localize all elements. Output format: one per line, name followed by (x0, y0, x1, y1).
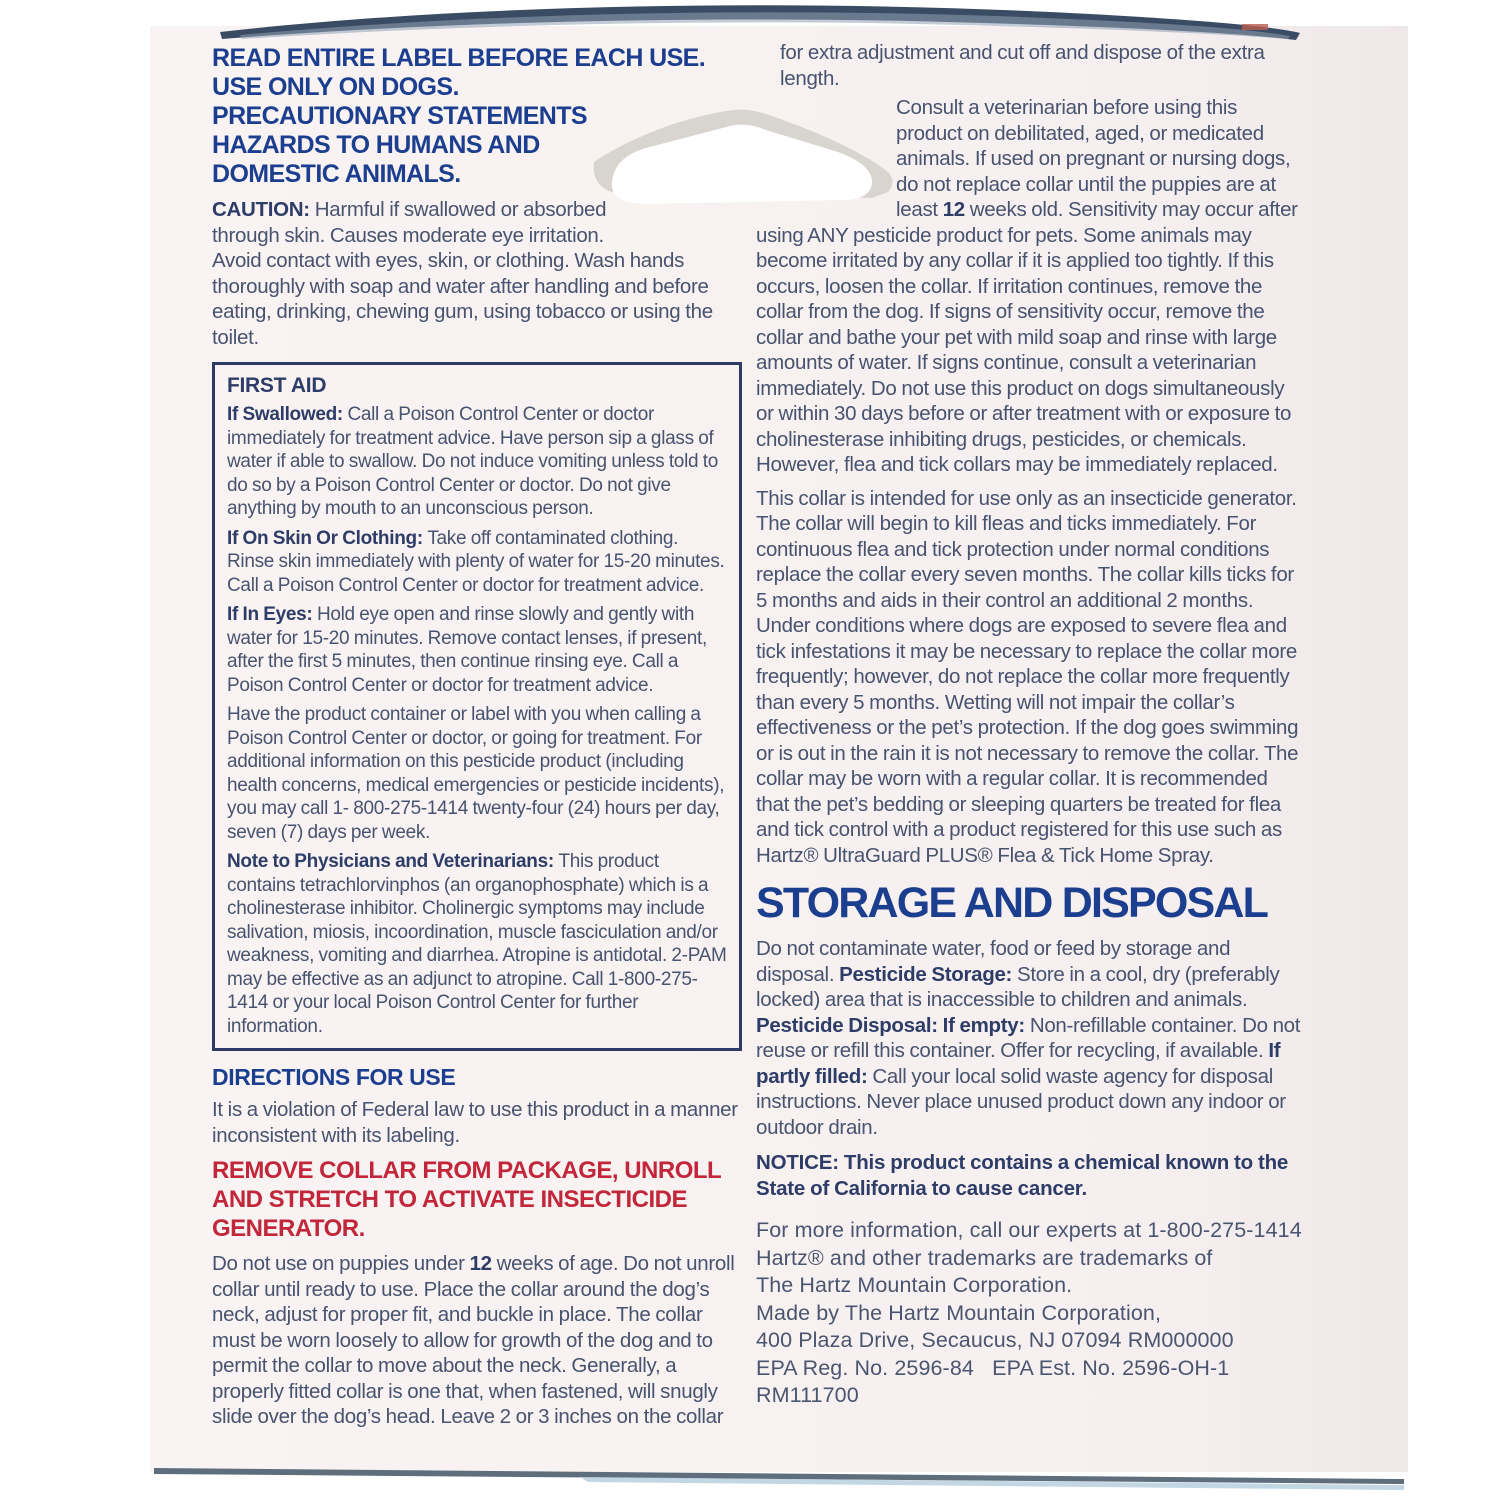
address-line: 400 Plaza Drive, Secaucus, NJ 07094 RM000000 (756, 1328, 1234, 1352)
headline-line: PRECAUTIONARY STATEMENTS (212, 102, 587, 130)
headline-line: USE ONLY ON DOGS. (212, 73, 459, 101)
trademark-line: Hartz® and other trademarks are trademarks of (756, 1245, 1213, 1270)
bold-text-segment: Pesticide Storage: (839, 962, 1017, 986)
text-segment: This collar is intended for use only as an insecticide generator. The collar will begin to kill fleas and ticks immediately. For continuous flea and tick protection under normal conditions replace the collar every seven months. The collar kills ticks for 5 months and aids in their control an additional 2 months. Under conditions where dogs are exposed to severe flea and tick infestations it may be necessary to replace the collar more frequently; however, do not replace the collar more frequently than every 5 months. Wetting will not impair the collar’s effectiveness or the pet’s protection. If the dog goes swimming or is out in the rain it is not necessary to remove the collar. The collar may be worn with a regular collar. It is recommended that the pet’s bedding or sleeping quarters be treated for flea and tick control with a product registered for this use such as Hartz® UltraGuard PLUS® Flea & Tick Home Spray. (756, 486, 1299, 867)
manufacturer-footer (756, 1217, 1302, 1410)
text-segment: Non-refillable container. Do not reuse or refill this container. Offer for recycling, if available. (756, 1013, 1301, 1062)
text-segment: Hold eye open and rinse slowly and gently with water for 15-20 minutes. Remove contact lenses, if present, after the first 5 minutes, then continue rinsing eye. Call a Poison Control Center or doctor for treatment advice. (227, 604, 707, 696)
left-column (212, 44, 742, 1430)
bold-text-segment: 12 (469, 1252, 492, 1275)
text-segment: Store in a cool, dry (preferably locked) area that is inaccessible to children and animals. (756, 962, 1280, 1011)
storage-disposal-paragraph (756, 936, 1302, 1140)
if-in-eyes-paragraph (227, 603, 727, 697)
storage-and-disposal-title: STORAGE AND DISPOSAL (756, 879, 1268, 927)
collar-usage-paragraph (756, 486, 1302, 869)
text-segment: Do not use on puppies under (212, 1252, 470, 1275)
if-swallowed-paragraph (227, 403, 727, 521)
headline-line: READ ENTIRE LABEL BEFORE EACH USE. (212, 44, 706, 72)
bold-text-segment: Note to Physicians and Veterinarians: (227, 851, 559, 872)
remove-collar-warning: REMOVE COLLAR FROM PACKAGE, UNROLL AND STRETCH TO ACTIVATE INSECTICIDE GENERATOR. (212, 1157, 721, 1242)
fitting-instructions-paragraph (212, 1251, 742, 1430)
bold-text-segment: NOTICE: This product contains a chemical known to the State of California to cause cancer. (756, 1151, 1289, 1200)
if-on-skin-paragraph (227, 527, 727, 598)
first-aid-title: FIRST AID (227, 374, 327, 397)
text-segment: weeks of age. Do not unroll collar until ready to use. Place the collar around the dog’s neck, adjust for proper fit, and buckle in place. The collar must be worn loosely to allow for growth of the dog and to permit the collar to move about the neck. Generally, a properly fitted collar is one that, when fastened, will snugly slide over the dog’s head. Leave 2 or 3 inches on the collar (212, 1252, 735, 1428)
trademark-line: The Hartz Mountain Corporation. (756, 1273, 1073, 1297)
note-to-physicians-paragraph (227, 850, 727, 1038)
text-segment: Have the product container or label with you when calling a Poison Control Center or doctor, or going for treatment. For additional information on this pesticide product (including health concerns, medical emergencies or pesticide incidents), you may call 1- 800-275-1414 twenty-four (24) hours per day, seven (7) days per week. (227, 704, 725, 843)
text-segment: It is a violation of Federal law to use this product in a manner inconsistent with its labeling. (212, 1098, 738, 1147)
directions-for-use-title: DIRECTIONS FOR USE (212, 1064, 456, 1090)
text-segment: weeks old. Sensitivity may occur after using ANY pesticide product for pets. Some animals may become irritated by any collar if it is applied too tightly. If this occurs, loosen the collar. If irritation continues, remove the collar from the dog. If signs of sensitivity occur, remove the collar and bathe your pet with mild soap and rinse with large amounts of water. If signs continue, consult a veterinarian immediately. Do not use this product on dogs simultaneously or within 30 days before or after treatment with or exposure to cholinesterase inhibiting drugs, pesticides, or chemicals. However, flea and tick collars may be immediately replaced. (756, 198, 1298, 476)
bold-text-segment: If partly filled: (756, 1039, 1281, 1088)
made-by-line: Made by The Hartz Mountain Corporation, (756, 1300, 1162, 1325)
caution-paragraph (212, 197, 742, 350)
bold-text-segment: CAUTION: (212, 198, 315, 221)
text-segment: This product contains tetrachlorvinphos (an organophosphate) which is a cholinesterase inhibitor. Cholinergic symptoms may include salivation, miosis, incoordination, muscle fasciculation and/or weakness, vomiting and diarrhea. Atropine is antidotal. 2-PAM may be effective as an adjunct to atropine. Call 1-800-275-1414 or your local Poison Control Center for further information. (227, 851, 727, 1037)
bold-text-segment: Pesticide Disposal: If empty: (756, 1013, 1030, 1037)
package-bottom-edge (150, 1462, 1408, 1496)
text-segment: Call a Poison Control Center or doctor immediately for treatment advice. Have person sip a glass of water if able to swallow. Do not induce vomiting unless told to do so by a Poison Control Center or doctor. Do not give anything by mouth to an unconscious person. (227, 404, 718, 519)
top-edge-red-accent (1242, 24, 1268, 30)
first-aid-box (212, 362, 742, 1051)
headline-line: HAZARDS TO HUMANS AND (212, 131, 540, 159)
right-column (756, 40, 1302, 1410)
epa-registration-line: EPA Reg. No. 2596-84 EPA Est. No. 2596-OH-1 (756, 1355, 1230, 1380)
headline-line: DOMESTIC ANIMALS. (212, 160, 461, 188)
text-segment: for extra adjustment and cut off and dispose of the extra length. (780, 41, 1265, 90)
lot-code-line: RM111700 (756, 1383, 859, 1407)
text-segment: Call your local solid waste agency for disposal instructions. Never place unused product down any indoor or outdoor drain. (756, 1064, 1286, 1139)
info-phone-line: For more information, call our experts at 1-800-275-1414 (756, 1218, 1302, 1242)
bold-text-segment: If In Eyes: (227, 604, 317, 625)
bold-text-segment: If On Skin Or Clothing: (227, 527, 428, 549)
text-segment: Take off contaminated clothing. Rinse skin immediately with plenty of water for 15-20 minutes. Call a Poison Control Center or doctor for treatment advice. (227, 527, 725, 596)
text-segment: Consult a veterinarian before using this product on debilitated, aged, or medicated animals. If used on pregnant or nursing dogs, do not replace collar until the puppies are at least (896, 96, 1291, 221)
bold-text-segment: If Swallowed: (227, 404, 348, 425)
text-segment: Do not contaminate water, food or feed by storage and disposal. (756, 937, 1231, 986)
package-top-edge (150, 0, 1408, 44)
california-notice-paragraph (756, 1150, 1302, 1201)
text-segment: Harmful if swallowed or absorbed through skin. Causes moderate eye irritation. Avoid contact with eyes, skin, or clothing. Wash hands thoroughly with soap and water after handling and before eating, drinking, chewing gum, using tobacco or using the toilet. (212, 198, 713, 349)
bold-text-segment: 12 (942, 198, 965, 221)
federal-law-paragraph (212, 1097, 742, 1148)
product-container-paragraph (227, 703, 727, 844)
hang-hole-cutout (582, 84, 900, 216)
